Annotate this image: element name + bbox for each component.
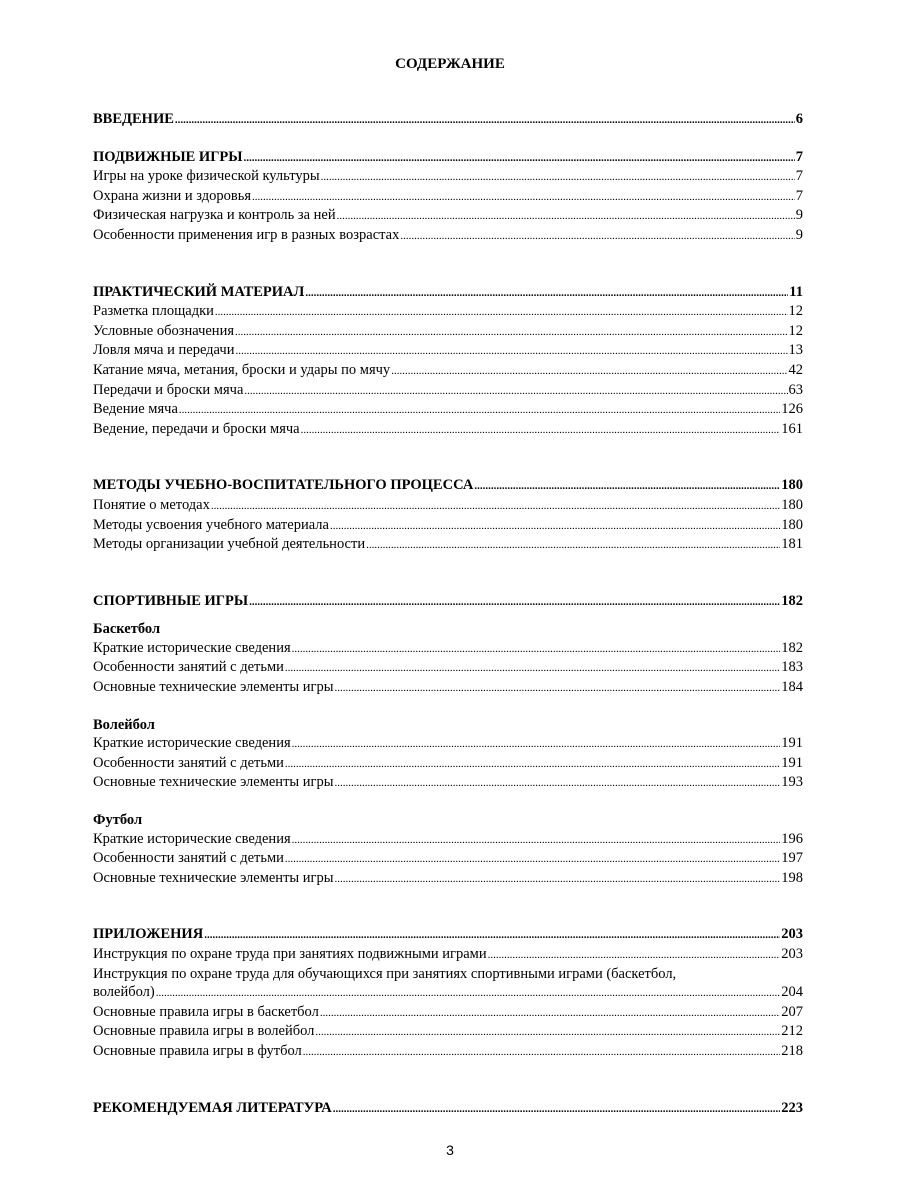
toc-entry-intro[interactable]: ВВЕДЕНИЕ ..... 6: [93, 110, 803, 130]
toc-entry[interactable]: Физическая нагрузка и контроль за ней ..... 9: [93, 206, 803, 226]
table-of-contents: [93, 110, 803, 1118]
toc-section-practical-material[interactable]: ПРАКТИЧЕСКИЙ МАТЕРИАЛ ..... 11: [93, 283, 803, 303]
toc-entry-wrapped-line[interactable]: Инструкция по охране труда для обучающихся при занятиях спортивными играми (баскетбол,: [93, 965, 677, 982]
toc-entry[interactable]: Основные технические элементы игры ..... 193: [93, 773, 803, 793]
toc-section-appendices[interactable]: ПРИЛОЖЕНИЯ ..... 203: [93, 925, 803, 945]
toc-entry[interactable]: Ловля мяча и передачи ..... 13: [93, 341, 803, 361]
toc-entry[interactable]: Понятие о методах ..... 180: [93, 496, 803, 516]
toc-entry[interactable]: Особенности занятий с детьми ..... 197: [93, 849, 803, 869]
toc-subheading-volleyball[interactable]: Волейбол: [93, 716, 155, 733]
toc-entry[interactable]: Основные технические элементы игры ..... 184: [93, 678, 803, 698]
toc-section-literature[interactable]: РЕКОМЕНДУЕМАЯ ЛИТЕРАТУРА ..... 223: [93, 1099, 803, 1119]
toc-title: СОДЕРЖАНИЕ: [395, 56, 505, 72]
toc-entry[interactable]: Разметка площадки ..... 12: [93, 302, 803, 322]
toc-entry[interactable]: Краткие исторические сведения ..... 196: [93, 830, 803, 850]
toc-entry[interactable]: Игры на уроке физической культуры ..... 7: [93, 167, 803, 187]
toc-entry[interactable]: Передачи и броски мяча ..... 63: [93, 381, 803, 401]
toc-entry[interactable]: Особенности занятий с детьми ..... 183: [93, 658, 803, 678]
toc-entry[interactable]: Ведение, передачи и броски мяча ..... 161: [93, 420, 803, 440]
toc-section-teaching-methods[interactable]: МЕТОДЫ УЧЕБНО-ВОСПИТАТЕЛЬНОГО ПРОЦЕССА ..... 180: [93, 476, 803, 496]
toc-subheading-football[interactable]: Футбол: [93, 812, 143, 829]
toc-entry[interactable]: Инструкция по охране труда при занятиях подвижными играми ..... 203: [93, 945, 803, 965]
toc-entry[interactable]: Основные правила игры в футбол ..... 218: [93, 1042, 803, 1062]
toc-entry[interactable]: Катание мяча, метания, броски и удары по мячу ..... 42: [93, 361, 803, 381]
toc-section-outdoor-games[interactable]: ПОДВИЖНЫЕ ИГРЫ ..... 7: [93, 148, 803, 168]
toc-section-sports-games[interactable]: СПОРТИВНЫЕ ИГРЫ ..... 182: [93, 592, 803, 612]
toc-entry[interactable]: Основные правила игры в волейбол ..... 212: [93, 1022, 803, 1042]
toc-subheading-basketball[interactable]: Баскетбол: [93, 621, 161, 638]
page-number: 3: [446, 1142, 454, 1158]
toc-entry[interactable]: Условные обозначения ..... 12: [93, 322, 803, 342]
toc-entry[interactable]: волейбол) ..... 204: [93, 983, 803, 1003]
toc-entry[interactable]: Методы усвоения учебного материала ..... 180: [93, 516, 803, 536]
toc-entry[interactable]: Основные технические элементы игры ..... 198: [93, 869, 803, 889]
toc-entry[interactable]: Краткие исторические сведения ..... 182: [93, 639, 803, 659]
toc-entry[interactable]: Охрана жизни и здоровья ..... 7: [93, 187, 803, 207]
toc-entry[interactable]: Особенности занятий с детьми ..... 191: [93, 754, 803, 774]
toc-entry[interactable]: Ведение мяча ..... 126: [93, 400, 803, 420]
toc-entry[interactable]: Основные правила игры в баскетбол ..... 207: [93, 1003, 803, 1023]
toc-entry[interactable]: Краткие исторические сведения ..... 191: [93, 734, 803, 754]
toc-entry[interactable]: Методы организации учебной деятельности ..... 181: [93, 535, 803, 555]
toc-entry[interactable]: Особенности применения игр в разных возрастах ..... 9: [93, 226, 803, 246]
